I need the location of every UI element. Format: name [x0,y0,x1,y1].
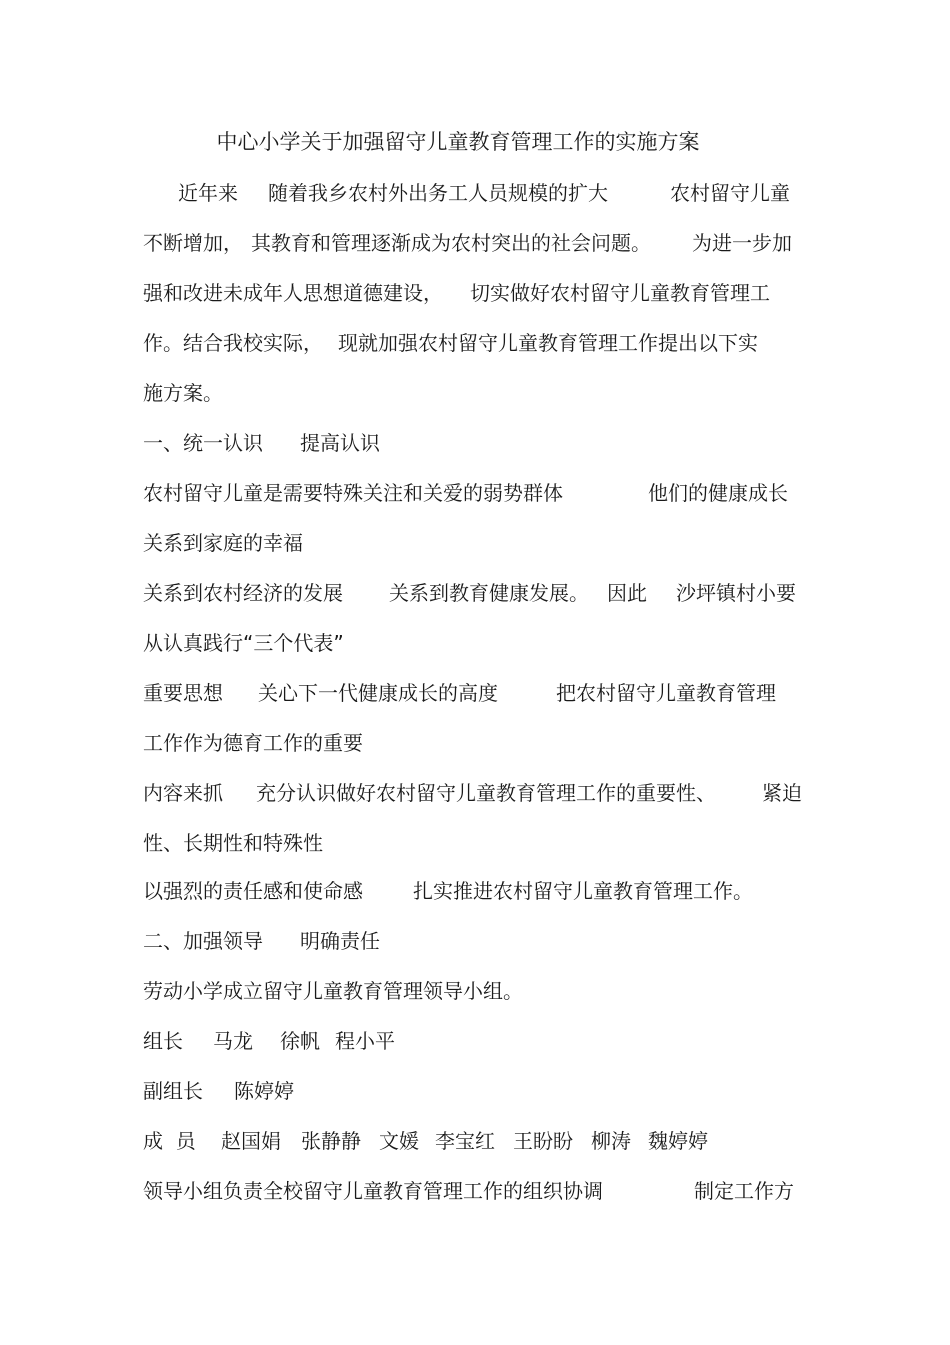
text-segment: 为进一步加 [692,231,792,255]
text-segment: 农村留守儿童 [670,181,790,205]
member-name: 文媛 [379,1129,419,1153]
vice-leader-label: 副组长 [143,1079,203,1103]
text-segment: 内容来抓 [143,781,223,805]
text-segment: 不断增加， [143,231,243,255]
leader-name: 程小平 [335,1029,395,1053]
text-segment: 以强烈的责任感和使命感 [143,879,363,903]
text-segment: 关系到家庭的幸福 [143,531,303,555]
text-segment: 随着我乡农村外出务工人员规模的扩大 [268,181,608,205]
text-segment: 关系到教育健康发展。 [389,581,589,605]
text-segment: 强和改进未成年人思想道德建设， [143,281,443,305]
text-segment: 充分认识做好农村留守儿童教育管理工作的重要性、 [256,781,716,805]
leader-name: 马龙 [213,1029,253,1053]
member-name: 魏婷婷 [648,1129,708,1153]
vice-leader-name: 陈婷婷 [234,1079,294,1103]
text-segment: 提高认识 [300,431,380,455]
text-segment: 其教育和管理逐渐成为农村突出的社会问题。 [251,231,651,255]
text-segment: 把农村留守儿童教育管理 [556,681,776,705]
text-segment: 一、统一认识 [143,431,263,455]
text-segment: 近年来 [178,181,238,205]
text-segment: 切实做好农村留守儿童教育管理工 [470,281,770,305]
text-segment: 关系到农村经济的发展 [143,581,343,605]
text-segment: 紧迫 [762,781,802,805]
text-segment: 工作作为德育工作的重要 [143,731,363,755]
text-segment: 施方案。 [143,381,223,405]
text-segment: 作。结合我校实际， [143,331,323,355]
member-name: 柳涛 [591,1129,631,1153]
text-segment: 制定工作方 [694,1179,794,1203]
text-segment: 重要思想 [143,681,223,705]
text-segment: 领导小组负责全校留守儿童教育管理工作的组织协调 [143,1179,603,1203]
member-name: 李宝红 [435,1129,495,1153]
text-segment: 沙坪镇村小要 [676,581,796,605]
document-title: 中心小学关于加强留守儿童教育管理工作的实施方案 [216,130,700,154]
text-segment: 二、加强领导 [143,929,263,953]
leader-label: 组长 [143,1029,183,1053]
text-segment: 农村留守儿童是需要特殊关注和关爱的弱势群体 [143,481,563,505]
text-segment: 现就加强农村留守儿童教育管理工作提出以下实 [338,331,758,355]
text-segment: 从认真践行“三个代表” [143,631,344,655]
text-segment: 扎实推进农村留守儿童教育管理工作。 [413,879,753,903]
text-segment: 性、长期性和特殊性 [143,831,323,855]
text-segment: 劳动小学成立留守儿童教育管理领导小组。 [143,979,523,1003]
text-segment: 明确责任 [300,929,380,953]
member-name: 王盼盼 [513,1129,573,1153]
member-name: 张静静 [301,1129,361,1153]
member-label: 成 员 [143,1129,196,1153]
text-segment: 关心下一代健康成长的高度 [258,681,498,705]
leader-name: 徐帆 [280,1029,320,1053]
text-segment: 因此 [607,581,647,605]
text-segment: 他们的健康成长 [648,481,788,505]
member-name: 赵国娟 [221,1129,281,1153]
